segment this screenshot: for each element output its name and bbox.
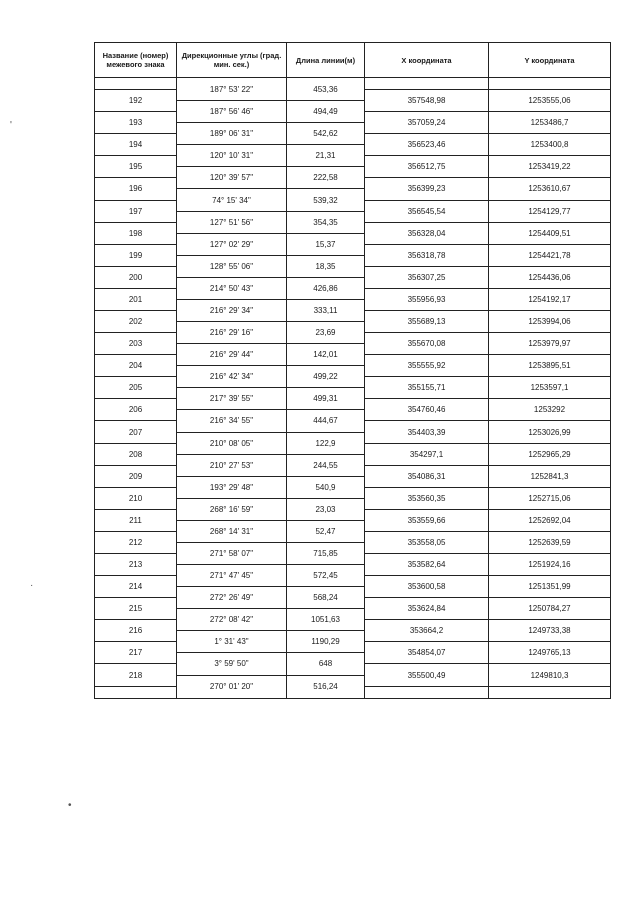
angle-cell: 3° 59' 50" bbox=[177, 653, 287, 675]
length-cell: 1190,29 bbox=[287, 631, 365, 653]
point-name-cell: 207 bbox=[95, 421, 177, 443]
point-name-cell: 206 bbox=[95, 399, 177, 421]
length-cell: 453,36 bbox=[287, 78, 365, 101]
y-cell: 1251924,16 bbox=[489, 554, 611, 576]
x-cell: 356318,78 bbox=[365, 244, 489, 266]
y-cell: 1253419,22 bbox=[489, 156, 611, 178]
length-cell: 540,9 bbox=[287, 476, 365, 498]
y-cell: 1253610,67 bbox=[489, 178, 611, 200]
point-name-cell: 215 bbox=[95, 598, 177, 620]
angle-cell: 210° 08' 05" bbox=[177, 432, 287, 454]
header-y: Y координата bbox=[489, 43, 611, 78]
y-cell: 1249765,13 bbox=[489, 642, 611, 664]
point-name-cell: 203 bbox=[95, 333, 177, 355]
length-cell: 15,37 bbox=[287, 233, 365, 255]
y-cell: 1253979,97 bbox=[489, 333, 611, 355]
x-cell bbox=[365, 686, 489, 698]
angle-cell: 193° 29' 48" bbox=[177, 476, 287, 498]
angle-cell: 187° 56' 46" bbox=[177, 101, 287, 123]
length-cell: 499,22 bbox=[287, 366, 365, 388]
point-name-cell: 201 bbox=[95, 288, 177, 310]
point-name-cell: 210 bbox=[95, 487, 177, 509]
y-cell: 1253895,51 bbox=[489, 355, 611, 377]
point-name-cell: 199 bbox=[95, 244, 177, 266]
length-cell: 21,31 bbox=[287, 145, 365, 167]
x-cell bbox=[365, 78, 489, 90]
header-name: Название (номер) межевого знака bbox=[95, 43, 177, 78]
length-cell: 494,49 bbox=[287, 101, 365, 123]
angle-cell: 210° 27' 53" bbox=[177, 454, 287, 476]
header-angles: Дирекционные углы (град. мин. сек.) bbox=[177, 43, 287, 78]
x-cell: 353624,84 bbox=[365, 598, 489, 620]
y-cell: 1249810,3 bbox=[489, 664, 611, 686]
x-cell: 354086,31 bbox=[365, 465, 489, 487]
header-length: Длина линии(м) bbox=[287, 43, 365, 78]
x-cell: 353664,2 bbox=[365, 620, 489, 642]
point-name-cell bbox=[95, 686, 177, 698]
angle-cell: 128° 55' 06" bbox=[177, 255, 287, 277]
x-cell: 356512,75 bbox=[365, 156, 489, 178]
angle-cell: 214° 50' 43" bbox=[177, 277, 287, 299]
table-body bbox=[95, 78, 611, 699]
y-cell: 1250784,27 bbox=[489, 598, 611, 620]
point-name-cell: 195 bbox=[95, 156, 177, 178]
angle-cell: 216° 34' 55" bbox=[177, 410, 287, 432]
point-name-cell: 193 bbox=[95, 112, 177, 134]
angle-cell: 270° 01' 20" bbox=[177, 675, 287, 698]
x-cell: 356523,46 bbox=[365, 134, 489, 156]
y-cell: 1254409,51 bbox=[489, 222, 611, 244]
y-cell: 1253555,06 bbox=[489, 90, 611, 112]
x-cell: 356307,25 bbox=[365, 266, 489, 288]
length-cell: 222,58 bbox=[287, 167, 365, 189]
angle-cell: 74° 15' 34" bbox=[177, 189, 287, 211]
angle-cell: 216° 29' 34" bbox=[177, 299, 287, 321]
y-cell: 1254192,17 bbox=[489, 288, 611, 310]
point-name-cell: 197 bbox=[95, 200, 177, 222]
y-cell: 1252692,04 bbox=[489, 509, 611, 531]
point-name-cell: 214 bbox=[95, 576, 177, 598]
point-name-cell: 202 bbox=[95, 310, 177, 332]
length-cell: 426,86 bbox=[287, 277, 365, 299]
table-header-row bbox=[95, 43, 611, 78]
x-cell: 355689,13 bbox=[365, 310, 489, 332]
angle-cell: 216° 29' 16" bbox=[177, 322, 287, 344]
x-cell: 354297,1 bbox=[365, 443, 489, 465]
length-cell: 715,85 bbox=[287, 542, 365, 564]
length-cell: 1051,63 bbox=[287, 609, 365, 631]
x-cell: 353560,35 bbox=[365, 487, 489, 509]
point-name-cell: 204 bbox=[95, 355, 177, 377]
length-cell: 568,24 bbox=[287, 587, 365, 609]
y-cell bbox=[489, 686, 611, 698]
angle-cell: 120° 39' 57" bbox=[177, 167, 287, 189]
angle-cell: 272° 08' 42" bbox=[177, 609, 287, 631]
angle-cell: 187° 53' 22" bbox=[177, 78, 287, 101]
angle-cell: 271° 58' 07" bbox=[177, 542, 287, 564]
x-cell: 356545,54 bbox=[365, 200, 489, 222]
point-name-cell: 194 bbox=[95, 134, 177, 156]
point-name-cell: 218 bbox=[95, 664, 177, 686]
length-cell: 539,32 bbox=[287, 189, 365, 211]
x-cell: 355500,49 bbox=[365, 664, 489, 686]
angle-cell: 127° 02' 29" bbox=[177, 233, 287, 255]
x-cell: 354403,39 bbox=[365, 421, 489, 443]
x-cell: 356328,04 bbox=[365, 222, 489, 244]
length-cell: 23,03 bbox=[287, 498, 365, 520]
angle-cell: 271° 47' 45" bbox=[177, 565, 287, 587]
x-cell: 356399,23 bbox=[365, 178, 489, 200]
length-cell: 244,55 bbox=[287, 454, 365, 476]
angle-cell: 216° 29' 44" bbox=[177, 344, 287, 366]
header-x: X координата bbox=[365, 43, 489, 78]
angle-cell: 189° 06' 31" bbox=[177, 123, 287, 145]
length-cell: 18,35 bbox=[287, 255, 365, 277]
x-cell: 355155,71 bbox=[365, 377, 489, 399]
x-cell: 353582,64 bbox=[365, 554, 489, 576]
y-cell: 1252965,29 bbox=[489, 443, 611, 465]
length-cell: 648 bbox=[287, 653, 365, 675]
y-cell: 1252715,06 bbox=[489, 487, 611, 509]
angle-cell: 120° 10' 31" bbox=[177, 145, 287, 167]
y-cell: 1254129,77 bbox=[489, 200, 611, 222]
length-cell: 354,35 bbox=[287, 211, 365, 233]
point-name-cell: 192 bbox=[95, 90, 177, 112]
y-cell: 1254436,06 bbox=[489, 266, 611, 288]
y-cell: 1253994,06 bbox=[489, 310, 611, 332]
coordinates-table bbox=[94, 42, 611, 699]
x-cell: 357548,98 bbox=[365, 90, 489, 112]
angle-cell: 217° 39' 55" bbox=[177, 388, 287, 410]
angle-cell: 1° 31' 43" bbox=[177, 631, 287, 653]
scan-speck: · bbox=[30, 580, 34, 591]
angle-cell: 127° 51' 56" bbox=[177, 211, 287, 233]
point-name-cell: 216 bbox=[95, 620, 177, 642]
y-cell: 1252841,3 bbox=[489, 465, 611, 487]
x-cell: 353600,58 bbox=[365, 576, 489, 598]
y-cell: 1253400,8 bbox=[489, 134, 611, 156]
table-row bbox=[95, 78, 611, 90]
length-cell: 52,47 bbox=[287, 520, 365, 542]
length-cell: 499,31 bbox=[287, 388, 365, 410]
scan-speck: • bbox=[68, 800, 72, 811]
length-cell: 444,67 bbox=[287, 410, 365, 432]
point-name-cell: 211 bbox=[95, 509, 177, 531]
x-cell: 353559,66 bbox=[365, 509, 489, 531]
angle-cell: 268° 14' 31" bbox=[177, 520, 287, 542]
point-name-cell: 212 bbox=[95, 531, 177, 553]
y-cell: 1252639,59 bbox=[489, 531, 611, 553]
point-name-cell: 196 bbox=[95, 178, 177, 200]
length-cell: 572,45 bbox=[287, 565, 365, 587]
point-name-cell: 200 bbox=[95, 266, 177, 288]
angle-cell: 268° 16' 59" bbox=[177, 498, 287, 520]
point-name-cell: 198 bbox=[95, 222, 177, 244]
length-cell: 542,62 bbox=[287, 123, 365, 145]
length-cell: 142,01 bbox=[287, 344, 365, 366]
y-cell: 1251351,99 bbox=[489, 576, 611, 598]
x-cell: 354760,46 bbox=[365, 399, 489, 421]
y-cell bbox=[489, 78, 611, 90]
scan-speck: ' bbox=[10, 120, 12, 131]
point-name-cell bbox=[95, 78, 177, 90]
length-cell: 333,11 bbox=[287, 299, 365, 321]
x-cell: 354854,07 bbox=[365, 642, 489, 664]
y-cell: 1254421,78 bbox=[489, 244, 611, 266]
y-cell: 1253292 bbox=[489, 399, 611, 421]
x-cell: 357059,24 bbox=[365, 112, 489, 134]
length-cell: 23,69 bbox=[287, 322, 365, 344]
x-cell: 353558,05 bbox=[365, 531, 489, 553]
x-cell: 355555,92 bbox=[365, 355, 489, 377]
angle-cell: 272° 26' 49" bbox=[177, 587, 287, 609]
point-name-cell: 209 bbox=[95, 465, 177, 487]
point-name-cell: 217 bbox=[95, 642, 177, 664]
x-cell: 355956,93 bbox=[365, 288, 489, 310]
point-name-cell: 205 bbox=[95, 377, 177, 399]
y-cell: 1253026,99 bbox=[489, 421, 611, 443]
x-cell: 355670,08 bbox=[365, 333, 489, 355]
length-cell: 516,24 bbox=[287, 675, 365, 698]
y-cell: 1249733,38 bbox=[489, 620, 611, 642]
angle-cell: 216° 42' 34" bbox=[177, 366, 287, 388]
y-cell: 1253486,7 bbox=[489, 112, 611, 134]
point-name-cell: 213 bbox=[95, 554, 177, 576]
point-name-cell: 208 bbox=[95, 443, 177, 465]
y-cell: 1253597,1 bbox=[489, 377, 611, 399]
length-cell: 122,9 bbox=[287, 432, 365, 454]
